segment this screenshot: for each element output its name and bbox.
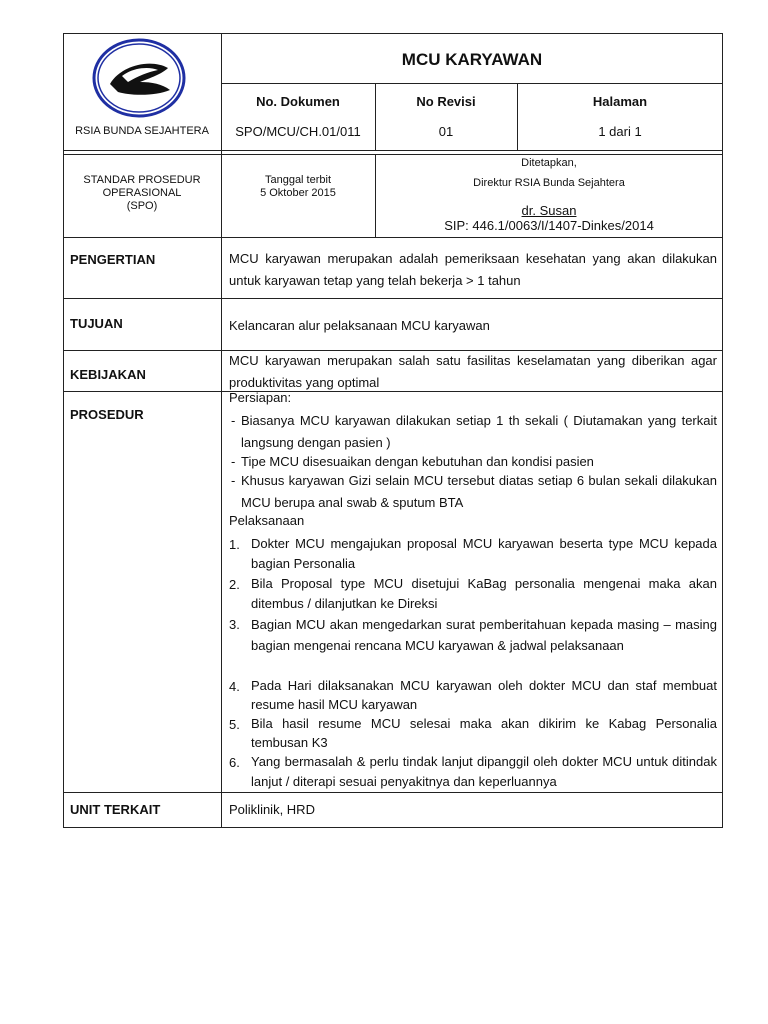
tujuan-text: Kelancaran alur pelaksanaan MCU karyawan bbox=[229, 318, 490, 333]
prosedur-bottom-line bbox=[63, 792, 723, 793]
signer-sip: SIP: 446.1/0063/I/1407-Dinkes/2014 bbox=[444, 218, 654, 233]
table-border-right bbox=[722, 33, 723, 828]
list-item: - Tipe MCU disesuaikan dengan kebutuhan dan kondisi pasien bbox=[231, 454, 594, 469]
title-divider bbox=[221, 83, 723, 84]
page-label: Halaman bbox=[592, 94, 648, 109]
doc-number-value: SPO/MCU/CH.01/011 bbox=[235, 124, 361, 139]
pengertian-text: MCU karyawan merupakan adalah pemeriksaan kesehatan yang akan dilakukan untuk karyawan tetap yang telah bekerja > 1 tahun bbox=[229, 251, 717, 288]
revision-label: No Revisi bbox=[416, 94, 476, 109]
pengertian-label: PENGERTIAN bbox=[70, 252, 156, 267]
spo-label-line3: (SPO) bbox=[126, 200, 158, 212]
kebijakan-text: MCU karyawan merupakan salah satu fasilitas keselamatan yang diberikan agar produktivitas yang optimal bbox=[229, 353, 717, 390]
list-item: 1. Dokter MCU mengajukan proposal MCU karyawan beserta type MCU kepada bagian Personalia bbox=[229, 536, 717, 571]
org-name: RSIA BUNDA SEJAHTERA bbox=[75, 125, 209, 137]
persiapan-list bbox=[229, 410, 717, 514]
list-item: - Khusus karyawan Gizi selain MCU tersebut diatas setiap 6 bulan sekali dilakukan MCU berupa anal swab & sputum BTA bbox=[231, 473, 717, 510]
spo-label-line1: STANDAR PROSEDUR bbox=[83, 174, 201, 186]
spo-label-line2: OPERASIONAL bbox=[102, 187, 182, 199]
info-bottom-line bbox=[63, 237, 723, 238]
doc-number-label: No. Dokumen bbox=[256, 94, 340, 109]
column-divider bbox=[221, 33, 222, 828]
list-item: 3. Bagian MCU akan mengedarkan surat pemberitahuan kepada masing – masing bagian mengenai rencana MCU karyawan & jadwal pelaksanaan bbox=[229, 617, 717, 653]
unit-terkait-label: UNIT TERKAIT bbox=[70, 802, 161, 817]
director-title: Direktur RSIA Bunda Sejahtera bbox=[473, 177, 625, 189]
pelaksanaan-list bbox=[229, 534, 717, 792]
pelaksanaan-title: Pelaksanaan bbox=[229, 513, 305, 528]
page-value: 1 dari 1 bbox=[598, 124, 642, 139]
hospital-logo bbox=[92, 38, 186, 118]
header-bottom-line-1 bbox=[63, 150, 723, 151]
list-item: - Biasanya MCU karyawan dilakukan setiap 1 th sekali ( Diutamakan yang terkait langsung dengan pasien ) bbox=[231, 413, 717, 450]
signer-name: dr. Susan bbox=[521, 203, 577, 218]
unit-terkait-text: Poliklinik, HRD bbox=[229, 802, 315, 817]
table-border-bottom bbox=[63, 827, 723, 828]
approved-label: Ditetapkan, bbox=[521, 157, 577, 169]
list-item: 5. Bila hasil resume MCU selesai maka akan dikirim ke Kabag Personalia tembusan K3 bbox=[229, 716, 717, 750]
issue-date-value: 5 Oktober 2015 bbox=[260, 187, 336, 199]
list-item: 4. Pada Hari dilaksanakan MCU karyawan oleh dokter MCU dan staf membuat resume hasil MCU karyawan bbox=[229, 678, 717, 712]
table-border-left bbox=[63, 33, 64, 828]
persiapan-title: Persiapan: bbox=[229, 390, 292, 405]
issue-date-label: Tanggal terbit bbox=[264, 174, 332, 186]
list-item: 6. Yang bermasalah & perlu tindak lanjut dipanggil oleh dokter MCU untuk ditindak lanjut / diterapi sesuai penyakitnya dan keperluannya bbox=[229, 754, 717, 789]
kebijakan-label: KEBIJAKAN bbox=[70, 367, 146, 382]
revision-value: 01 bbox=[438, 124, 454, 139]
page-title: MCU KARYAWAN bbox=[401, 50, 543, 69]
prosedur-label: PROSEDUR bbox=[70, 407, 144, 422]
pengertian-bottom-line bbox=[63, 298, 723, 299]
tujuan-label: TUJUAN bbox=[70, 316, 123, 331]
list-item: 2. Bila Proposal type MCU disetujui KaBag personalia mengenai maka akan ditembus / dilanjutkan ke Direksi bbox=[229, 576, 717, 611]
table-border-top bbox=[63, 33, 723, 34]
